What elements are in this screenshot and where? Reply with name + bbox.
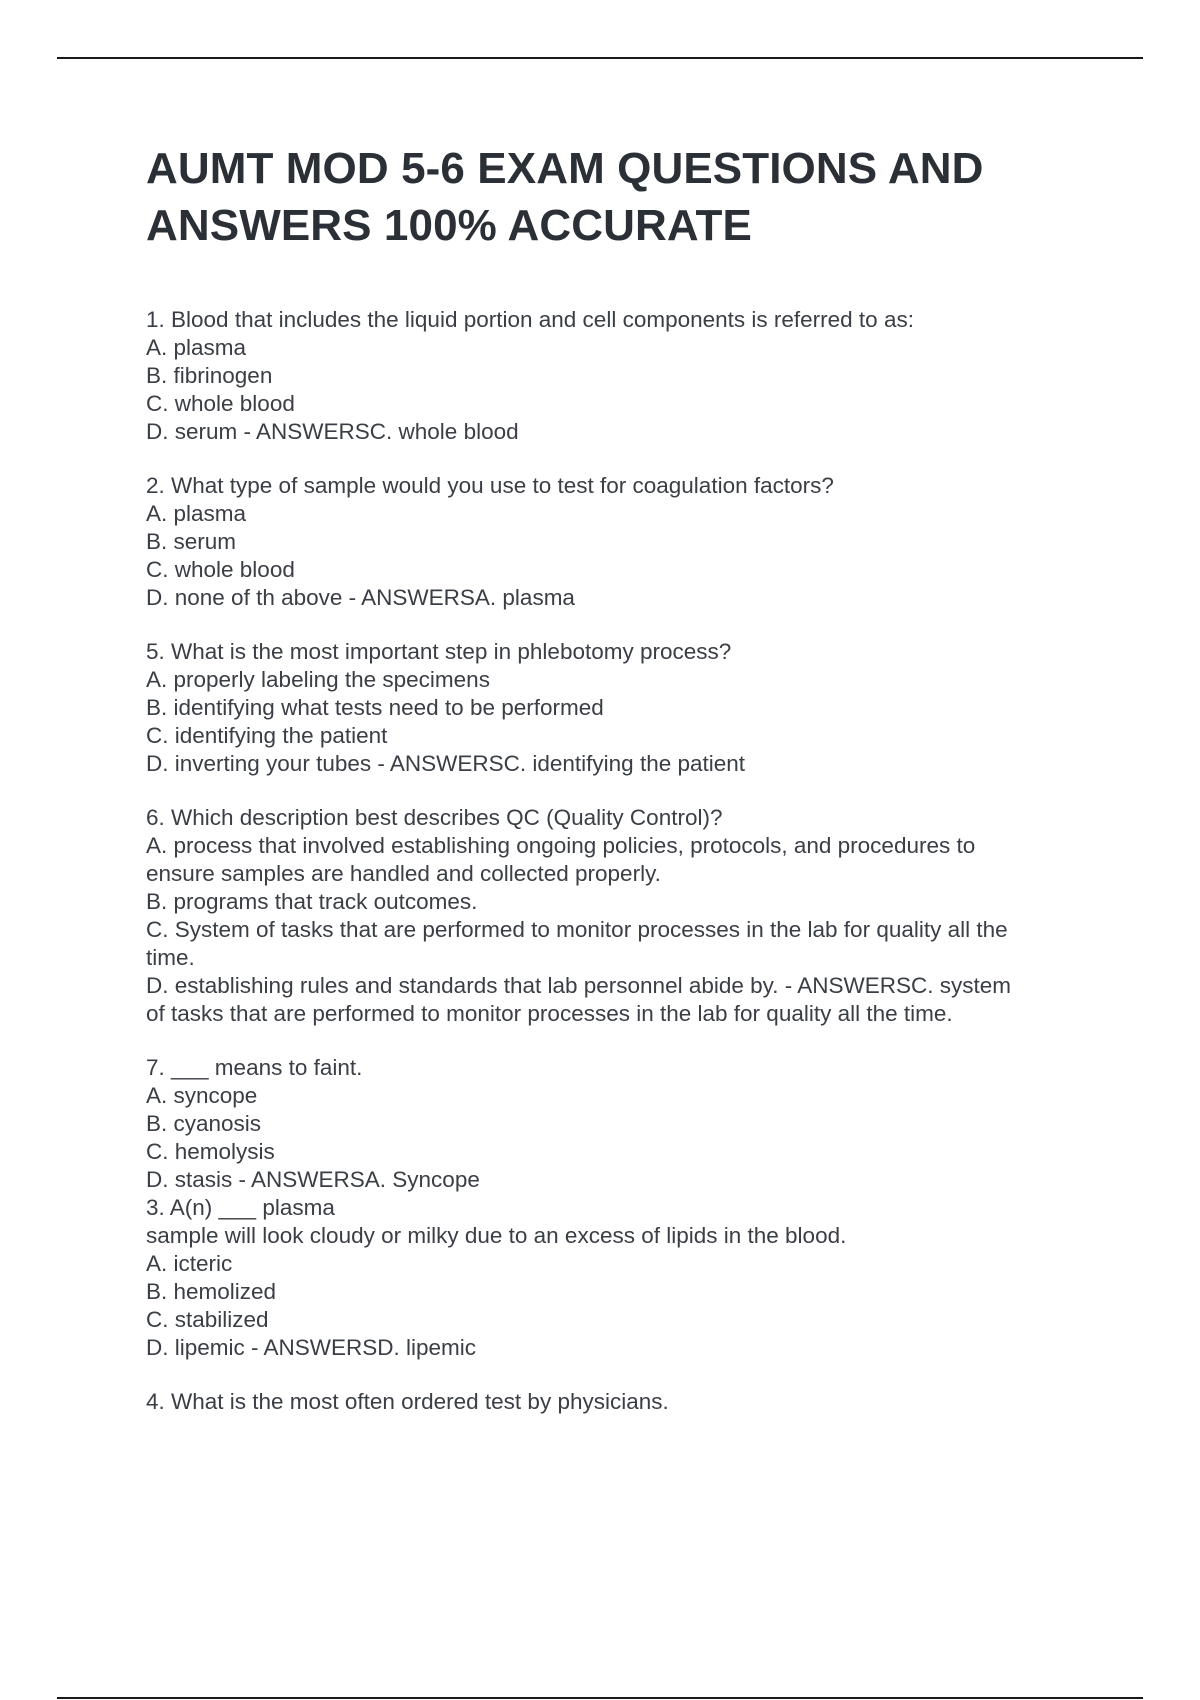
answer-option-with-key: D. none of th above - ANSWERSA. plasma <box>146 585 575 610</box>
question-block <box>146 804 1086 1028</box>
question-text: 6. Which description best describes QC (Quality Control)? <box>146 805 723 830</box>
question-text: 4. What is the most often ordered test by physicians. <box>146 1389 669 1414</box>
question-block <box>146 306 1086 446</box>
answer-option: A. plasma <box>146 335 247 360</box>
answer-option: A. icteric <box>146 1251 233 1276</box>
answer-option: B. serum <box>146 529 237 554</box>
answer-option: C. System of tasks that are performed to monitor processes in the lab for quality all the <box>146 917 1008 942</box>
answer-option: C. hemolysis <box>146 1139 275 1164</box>
answer-option: B. hemolized <box>146 1279 277 1304</box>
question-text: 2. What type of sample would you use to test for coagulation factors? <box>146 473 834 498</box>
answer-option: B. programs that track outcomes. <box>146 889 478 914</box>
answer-option-continued: time. <box>146 945 195 970</box>
answer-option: B. cyanosis <box>146 1111 262 1136</box>
answer-option: A. plasma <box>146 501 247 526</box>
answer-option-with-key: D. inverting your tubes - ANSWERSC. identifying the patient <box>146 751 746 776</box>
answer-option: A. syncope <box>146 1083 258 1108</box>
questions-list <box>146 306 1086 1416</box>
document-title: AUMT MOD 5-6 EXAM QUESTIONS AND ANSWERS 100% ACCURATE <box>146 144 984 250</box>
bottom-rule <box>57 1697 1143 1699</box>
answer-option: C. stabilized <box>146 1307 269 1332</box>
question-block <box>146 1194 1086 1362</box>
question-block <box>146 638 1086 778</box>
answer-option: C. whole blood <box>146 391 295 416</box>
answer-option: C. whole blood <box>146 557 295 582</box>
question-block <box>146 472 1086 612</box>
answer-key-continued: of tasks that are performed to monitor processes in the lab for quality all the time. <box>146 1001 953 1026</box>
question-text: 5. What is the most important step in phlebotomy process? <box>146 639 732 664</box>
answer-option-with-key: D. lipemic - ANSWERSD. lipemic <box>146 1335 477 1360</box>
answer-option-with-key: D. serum - ANSWERSC. whole blood <box>146 419 519 444</box>
top-rule <box>57 57 1143 59</box>
answer-option: C. identifying the patient <box>146 723 388 748</box>
answer-option: A. process that involved establishing ongoing policies, protocols, and procedures to <box>146 833 976 858</box>
question-block <box>146 1388 1086 1416</box>
answer-option: B. fibrinogen <box>146 363 273 388</box>
question-text-continued: sample will look cloudy or milky due to an excess of lipids in the blood. <box>146 1223 847 1248</box>
question-text: 7. ___ means to faint. <box>146 1055 363 1080</box>
question-text: 1. Blood that includes the liquid portion and cell components is referred to as: <box>146 307 914 332</box>
answer-option: B. identifying what tests need to be performed <box>146 695 604 720</box>
question-block <box>146 1054 1086 1194</box>
answer-option-continued: ensure samples are handled and collected properly. <box>146 861 661 886</box>
document-page <box>146 140 1086 1416</box>
question-text: 3. A(n) ___ plasma <box>146 1195 335 1220</box>
answer-option-with-key: D. stasis - ANSWERSA. Syncope <box>146 1167 480 1192</box>
answer-option: A. properly labeling the specimens <box>146 667 490 692</box>
answer-option-with-key: D. establishing rules and standards that lab personnel abide by. - ANSWERSC. system <box>146 973 1012 998</box>
